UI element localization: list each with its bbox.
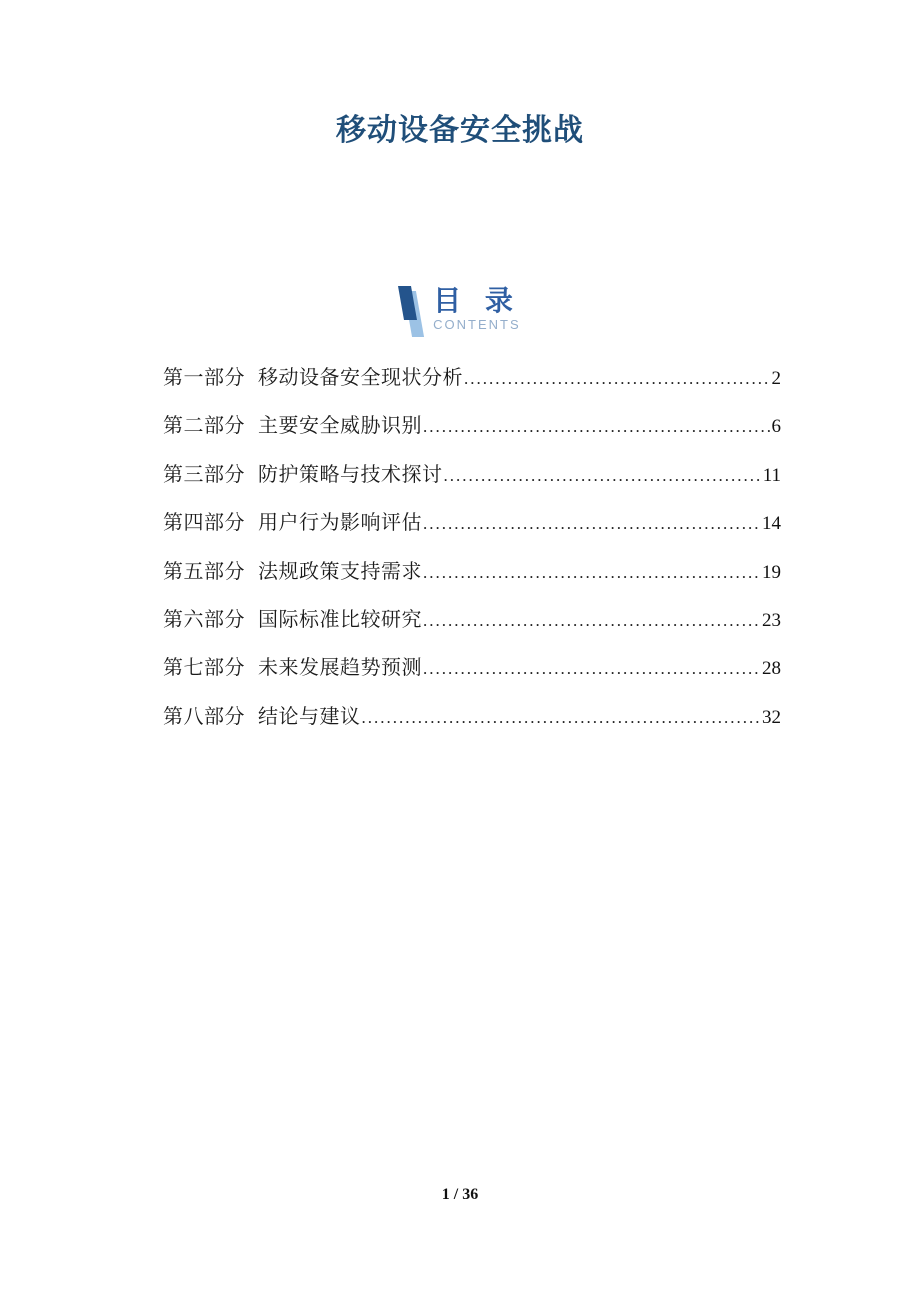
toc-leader-dots	[423, 512, 761, 536]
toc-entry[interactable]	[163, 366, 781, 414]
toc-entry-title: 用户行为影响评估	[258, 512, 422, 535]
toc-entry[interactable]	[163, 608, 781, 656]
toc-entry-title: 未来发展趋势预测	[258, 657, 422, 680]
toc-entry-label: 第四部分	[163, 512, 245, 535]
toc-entry-title: 移动设备安全现状分析	[258, 367, 463, 389]
toc-header	[0, 286, 920, 340]
toc-entry-label: 第六部分	[163, 608, 245, 631]
toc-list	[163, 366, 781, 753]
toc-leader-dots	[423, 561, 761, 585]
toc-entry[interactable]	[163, 656, 781, 704]
toc-leader-dots	[362, 706, 762, 730]
toc-entry-page: 32	[762, 706, 781, 728]
toc-leader-dots	[423, 657, 761, 681]
toc-entry-page: 2	[771, 368, 781, 389]
toc-leader-dots	[444, 464, 762, 488]
toc-entry-page: 19	[762, 561, 781, 583]
toc-entry-title: 法规政策支持需求	[258, 560, 422, 583]
toc-entry[interactable]	[163, 560, 781, 608]
toc-heading-subtitle: CONTENTS	[433, 317, 521, 332]
toc-entry-title: 结论与建议	[258, 705, 361, 728]
toc-entry-label: 第八部分	[163, 705, 245, 728]
toc-entry-page: 11	[762, 464, 781, 486]
toc-entry-page: 6	[771, 416, 781, 438]
page-number-indicator: 1 / 36	[441, 1186, 479, 1203]
toc-leader-dots	[423, 415, 771, 439]
toc-entry[interactable]	[163, 463, 781, 511]
toc-entry-page: 14	[762, 513, 781, 535]
page-title: 移动设备安全挑战	[336, 114, 584, 147]
toc-entry-page: 23	[762, 609, 781, 631]
toc-entry[interactable]	[163, 511, 781, 559]
toc-leader-dots	[423, 609, 761, 633]
toc-entry-title: 防护策略与技术探讨	[258, 463, 443, 486]
toc-entry-title: 主要安全威胁识别	[258, 415, 422, 438]
toc-entry-title: 国际标准比较研究	[258, 608, 422, 631]
toc-entry-label: 第五部分	[163, 560, 245, 583]
toc-heading: 目 录	[433, 285, 521, 316]
toc-logo-icon	[399, 286, 429, 340]
toc-leader-dots	[464, 367, 771, 391]
toc-entry-label: 第七部分	[163, 657, 245, 680]
toc-entry-page: 28	[762, 658, 781, 680]
toc-entry[interactable]	[163, 705, 781, 753]
toc-entry[interactable]	[163, 414, 781, 462]
toc-entry-label: 第三部分	[163, 463, 245, 486]
toc-entry-label: 第一部分	[163, 367, 245, 389]
toc-entry-label: 第二部分	[163, 415, 245, 438]
